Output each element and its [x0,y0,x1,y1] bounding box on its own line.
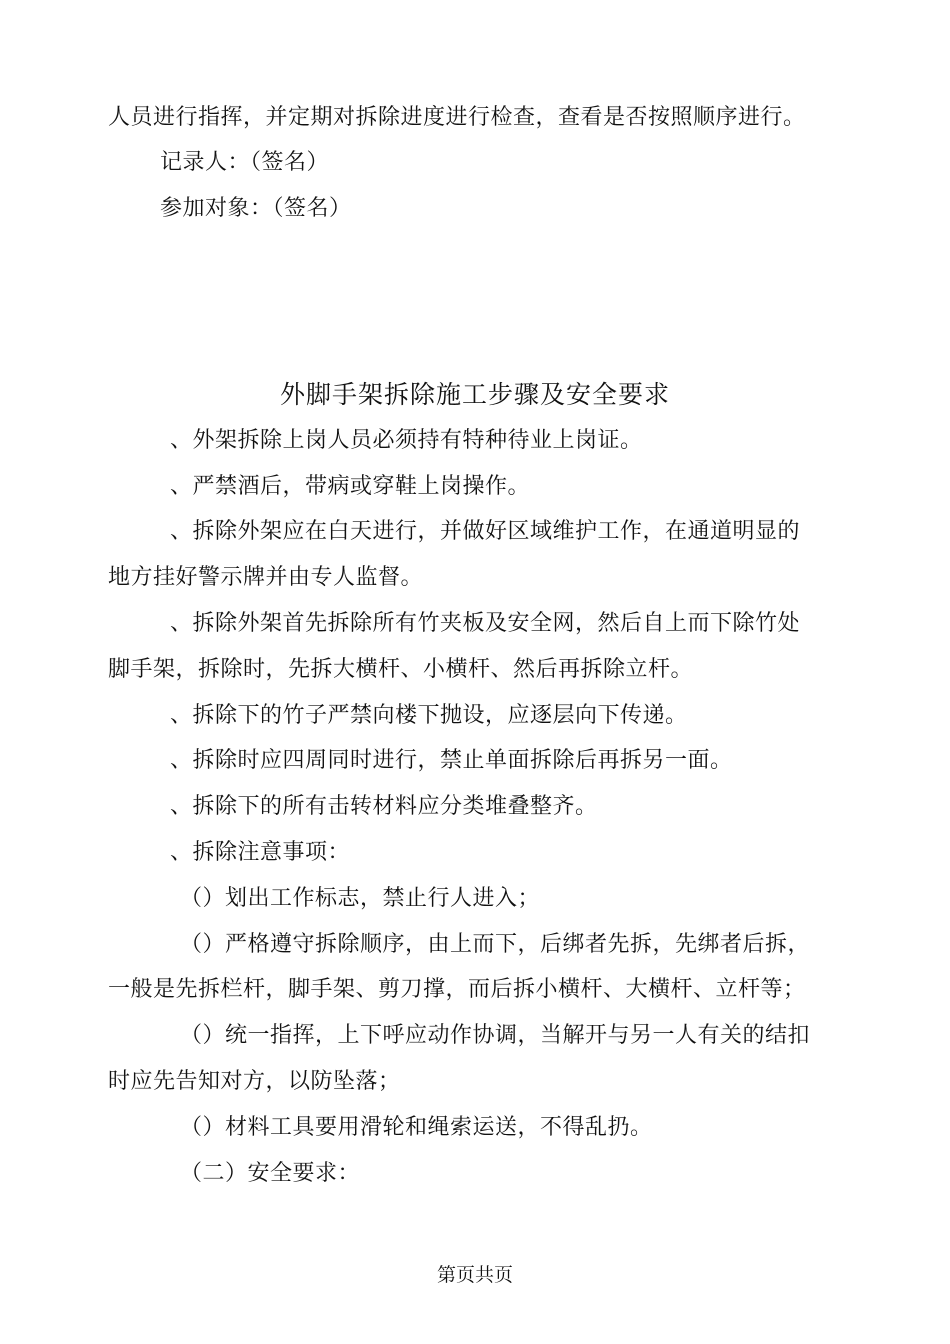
list-item-2: 、严禁酒后，带病或穿鞋上岗操作。 [170,474,531,499]
list-item-3-line-2: 地方挂好警示牌并由专人监督。 [108,565,424,590]
sub-item-2-line-1: （）严格遵守拆除顺序，由上而下，后绑者先拆，先绑者后拆， [180,932,811,957]
sub-item-2-line-2: 一般是先拆栏杆，脚手架、剪刀撑，而后拆小横杆、大横杆、立杆等； [108,977,806,1002]
list-item-1: 、外架拆除上岗人员必须持有特种待业上岗证。 [170,428,643,453]
list-item-6: 、拆除时应四周同时进行，禁止单面拆除后再拆另一面。 [170,748,733,773]
continued-paragraph-line: 人员进行指挥，并定期对拆除进度进行检查，查看是否按照顺序进行。 [108,105,806,130]
sub-item-3-line-1: （）统一指挥，上下呼应动作协调，当解开与另一人有关的结扣 [180,1023,811,1048]
list-item-4-line-1: 、拆除外架首先拆除所有竹夹板及安全网，然后自上而下除竹处 [170,611,801,636]
list-item-7: 、拆除下的所有击转材料应分类堆叠整齐。 [170,794,598,819]
page-footer: 第页共页 [436,1264,513,1286]
list-item-5: 、拆除下的竹子严禁向楼下抛设，应逐层向下传递。 [170,703,688,728]
list-item-8: 、拆除注意事项： [170,840,351,865]
sub-item-3-line-2: 时应先告知对方，以防坠落； [108,1069,401,1094]
list-item-4-line-2: 脚手架，拆除时，先拆大横杆、小横杆、然后再拆除立杆。 [108,657,694,682]
section-title: 外脚手架拆除施工步骤及安全要求 [279,380,670,409]
sub-item-1: （）划出工作标志，禁止行人进入； [180,886,541,911]
recorder-signature-line: 记录人：（签名） [160,150,330,175]
sub-item-4: （）材料工具要用滑轮和绳索运送，不得乱扔。 [180,1115,653,1140]
safety-requirements-heading: （二）安全要求： [180,1161,361,1186]
list-item-3-line-1: 、拆除外架应在白天进行，并做好区域维护工作，在通道明显的 [170,519,801,544]
participants-signature-line: 参加对象：（签名） [160,196,352,221]
